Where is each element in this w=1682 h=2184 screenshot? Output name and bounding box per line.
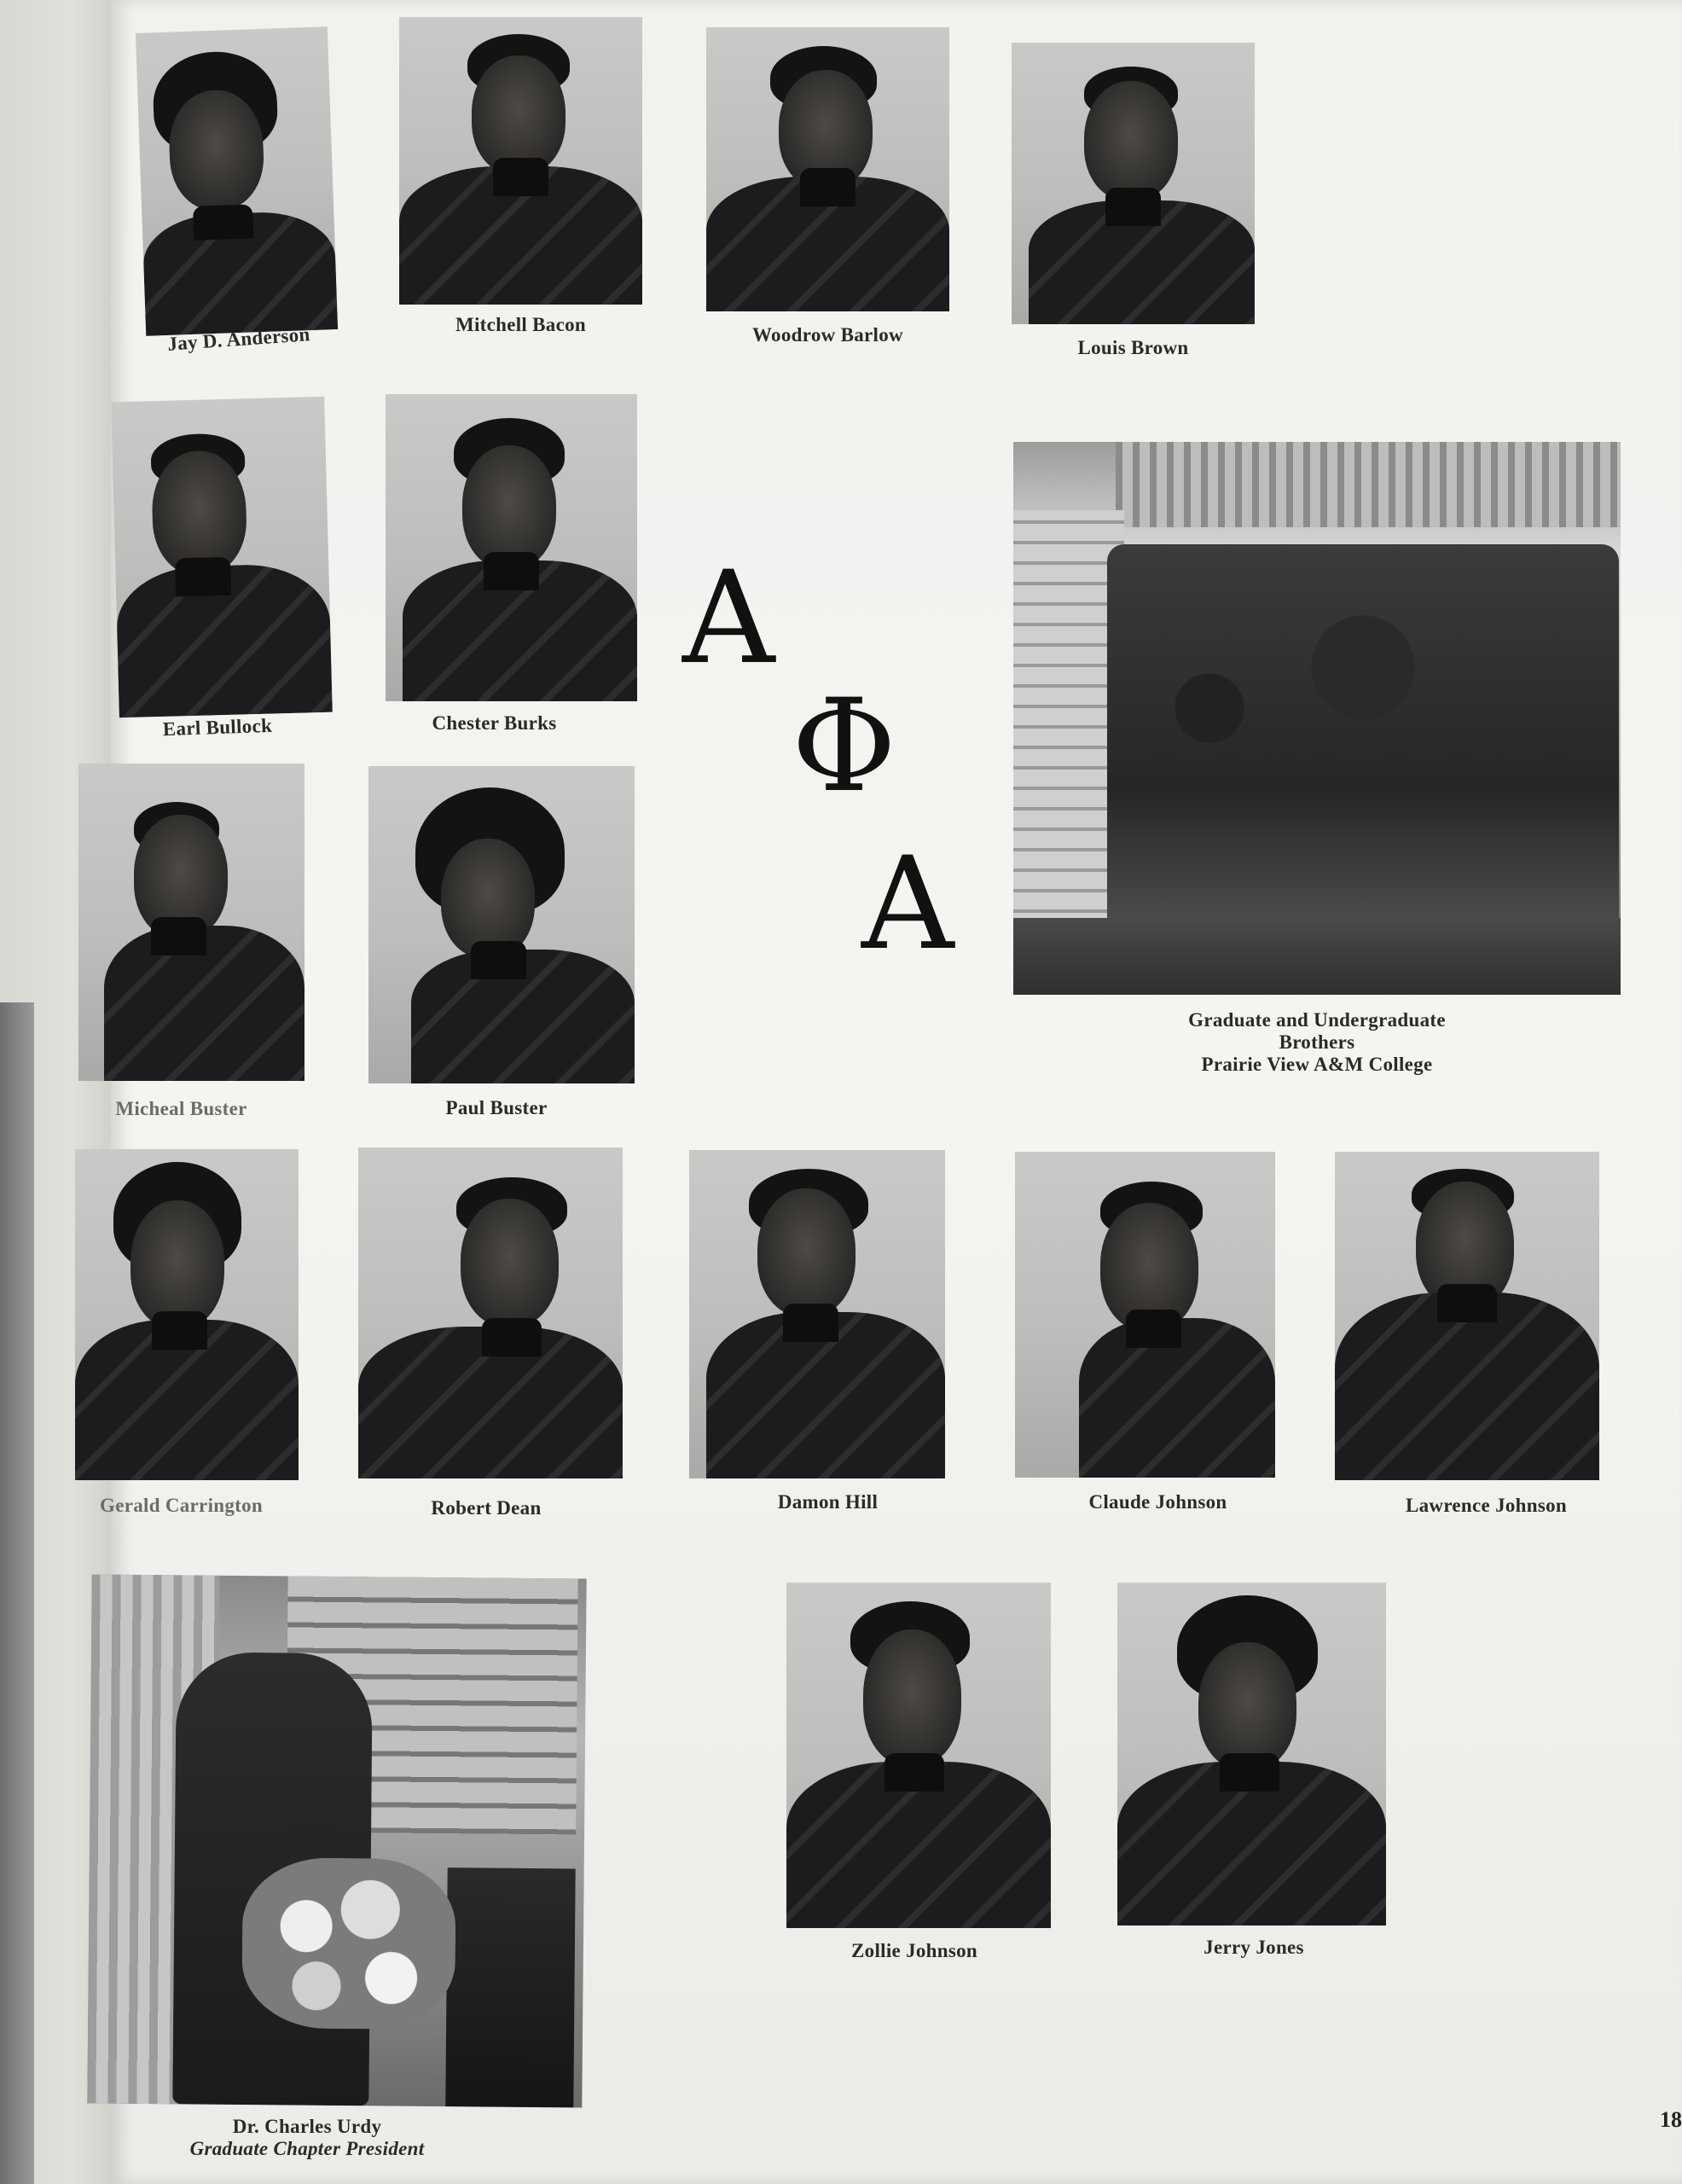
member-name: Earl Bullock xyxy=(162,714,273,741)
member-name: Claude Johnson xyxy=(1088,1491,1227,1513)
member-name: Mitchell Bacon xyxy=(455,314,587,335)
member-photo-gerald-carrington xyxy=(75,1149,299,1480)
member-photo-micheal-buster xyxy=(78,764,304,1081)
president-title: Graduate Chapter President xyxy=(189,2138,425,2159)
member-name: Louis Brown xyxy=(1077,337,1189,358)
member-name: Woodrow Barlow xyxy=(752,324,903,346)
member-name: Lawrence Johnson xyxy=(1405,1495,1568,1516)
group-caption-line3: Prairie View A&M College xyxy=(1201,1054,1433,1075)
member-photo-jerry-jones xyxy=(1117,1583,1386,1926)
member-photo-lawrence-johnson xyxy=(1335,1152,1599,1480)
member-photo-woodrow-barlow xyxy=(706,27,949,311)
member-photo-chester-burks xyxy=(386,394,637,701)
page-number: 18 xyxy=(1660,2107,1682,2132)
member-name: Chester Burks xyxy=(432,712,557,734)
member-name: Jerry Jones xyxy=(1204,1937,1304,1958)
group-photo xyxy=(1013,442,1621,995)
group-caption-line2: Brothers xyxy=(1279,1031,1355,1053)
member-photo-paul-buster xyxy=(368,766,635,1083)
group-caption-line1: Graduate and Undergraduate xyxy=(1188,1009,1446,1031)
president-name: Dr. Charles Urdy xyxy=(232,2116,382,2137)
president-photo xyxy=(87,1574,586,2107)
member-name: Micheal Buster xyxy=(115,1098,247,1119)
member-photo-damon-hill xyxy=(689,1150,945,1478)
member-name: Zollie Johnson xyxy=(851,1940,977,1961)
member-photo-jay-anderson xyxy=(136,26,338,336)
member-photo-mitchell-bacon xyxy=(399,17,642,305)
greek-letter-alpha-top: Α xyxy=(682,544,775,693)
member-name: Jay D. Anderson xyxy=(166,323,311,355)
group-photo-caption xyxy=(1013,1009,1621,1076)
member-photo-claude-johnson xyxy=(1015,1152,1275,1478)
greek-letter-alpha-bottom: Α xyxy=(861,830,954,979)
member-name: Gerald Carrington xyxy=(100,1495,263,1516)
member-photo-louis-brown xyxy=(1012,43,1255,324)
greek-letter-phi: Φ xyxy=(792,672,896,821)
member-photo-robert-dean xyxy=(358,1147,623,1478)
member-name: Paul Buster xyxy=(445,1097,548,1118)
member-photo-zollie-johnson xyxy=(786,1583,1051,1928)
member-name: Damon Hill xyxy=(777,1491,879,1513)
president-caption xyxy=(94,2116,520,2160)
member-photo-earl-bullock xyxy=(111,397,333,717)
binding-shadow xyxy=(0,1002,34,2184)
member-name: Robert Dean xyxy=(431,1497,542,1519)
